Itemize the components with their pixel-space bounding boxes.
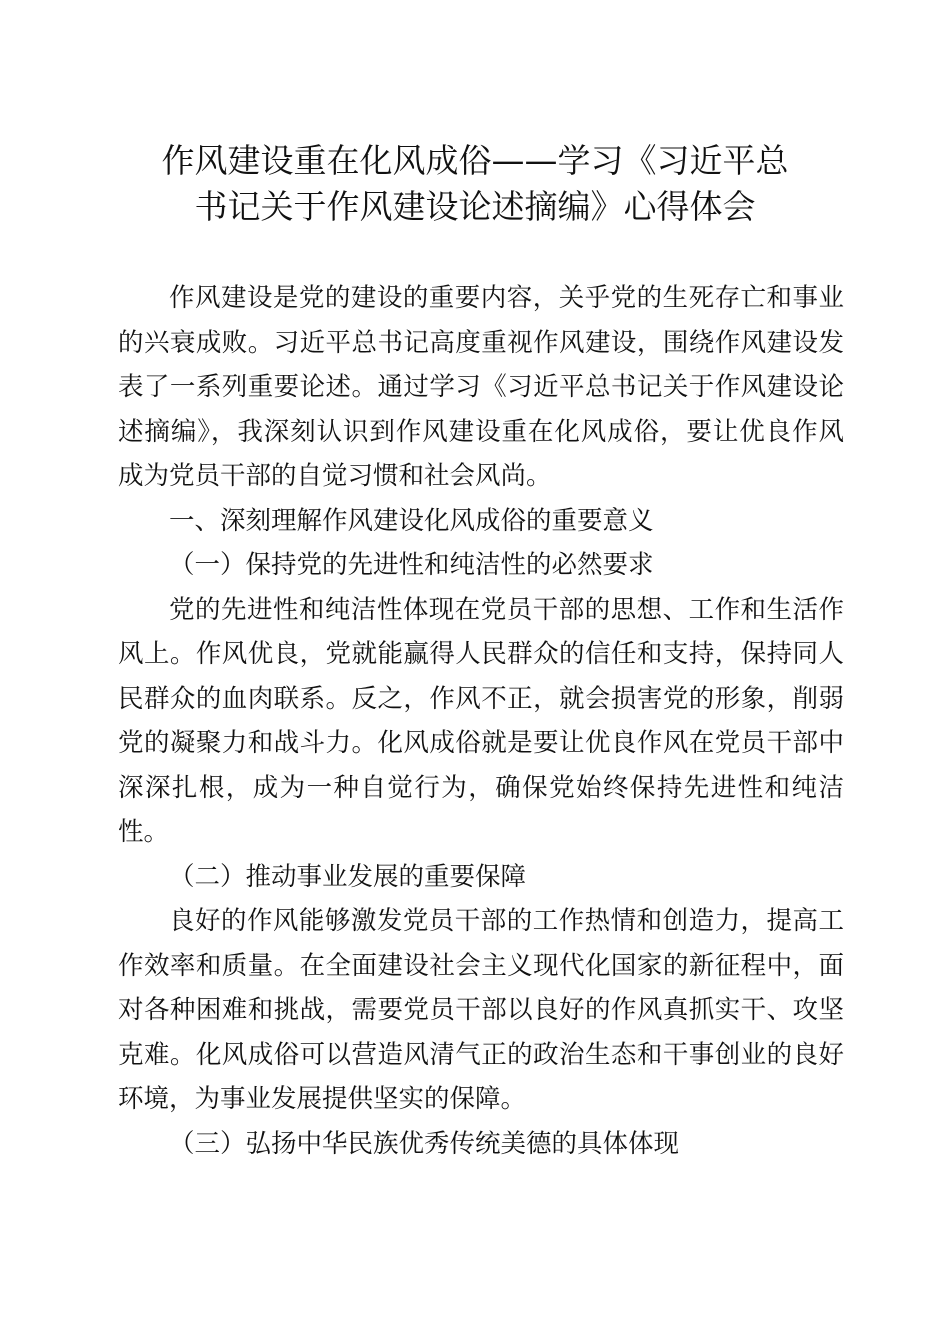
document-body — [118, 276, 844, 1166]
subsection-1-paragraph: 党的先进性和纯洁性体现在党员干部的思想、工作和生活作风上。作风优良，党就能赢得人民群众的信任和支持，保持同人民群众的血肉联系。反之，作风不正，就会损害党的形象，削弱党的凝聚力和战斗力。化风成俗就是要让优良作风在党员干部中深深扎根，成为一种自觉行为，确保党始终保持先进性和纯洁性。 — [118, 594, 844, 847]
subsection-1-heading: （一）保持党的先进性和纯洁性的必然要求 — [169, 550, 654, 580]
intro-paragraph: 作风建设是党的建设的重要内容，关乎党的生死存亡和事业的兴衰成败。习近平总书记高度重视作风建设，围绕作风建设发表了一系列重要论述。通过学习《习近平总书记关于作风建设论述摘编》，我深刻认识到作风建设重在化风成俗，要让优良作风成为党员干部的自觉习惯和社会风尚。 — [118, 283, 844, 491]
subsection-2-paragraph: 良好的作风能够激发党员干部的工作热情和创造力，提高工作效率和质量。在全面建设社会主义现代化国家的新征程中，面对各种困难和挑战，需要党员干部以良好的作风真抓实干、攻坚克难。化风成俗可以营造风清气正的政治生态和干事创业的良好环境，为事业发展提供坚实的保障。 — [118, 906, 844, 1114]
title-line-1: 作风建设重在化风成俗——学习《习近平总 — [161, 141, 789, 180]
section-1-heading: 一、深刻理解作风建设化风成俗的重要意义 — [169, 505, 654, 536]
title-line-2: 书记关于作风建设论述摘编》心得体会 — [194, 187, 756, 226]
subsection-2-heading: （二）推动事业发展的重要保障 — [169, 861, 527, 892]
subsection-3-heading: （三）弘扬中华民族优秀传统美德的具体体现 — [169, 1128, 680, 1159]
document-title — [110, 138, 840, 230]
